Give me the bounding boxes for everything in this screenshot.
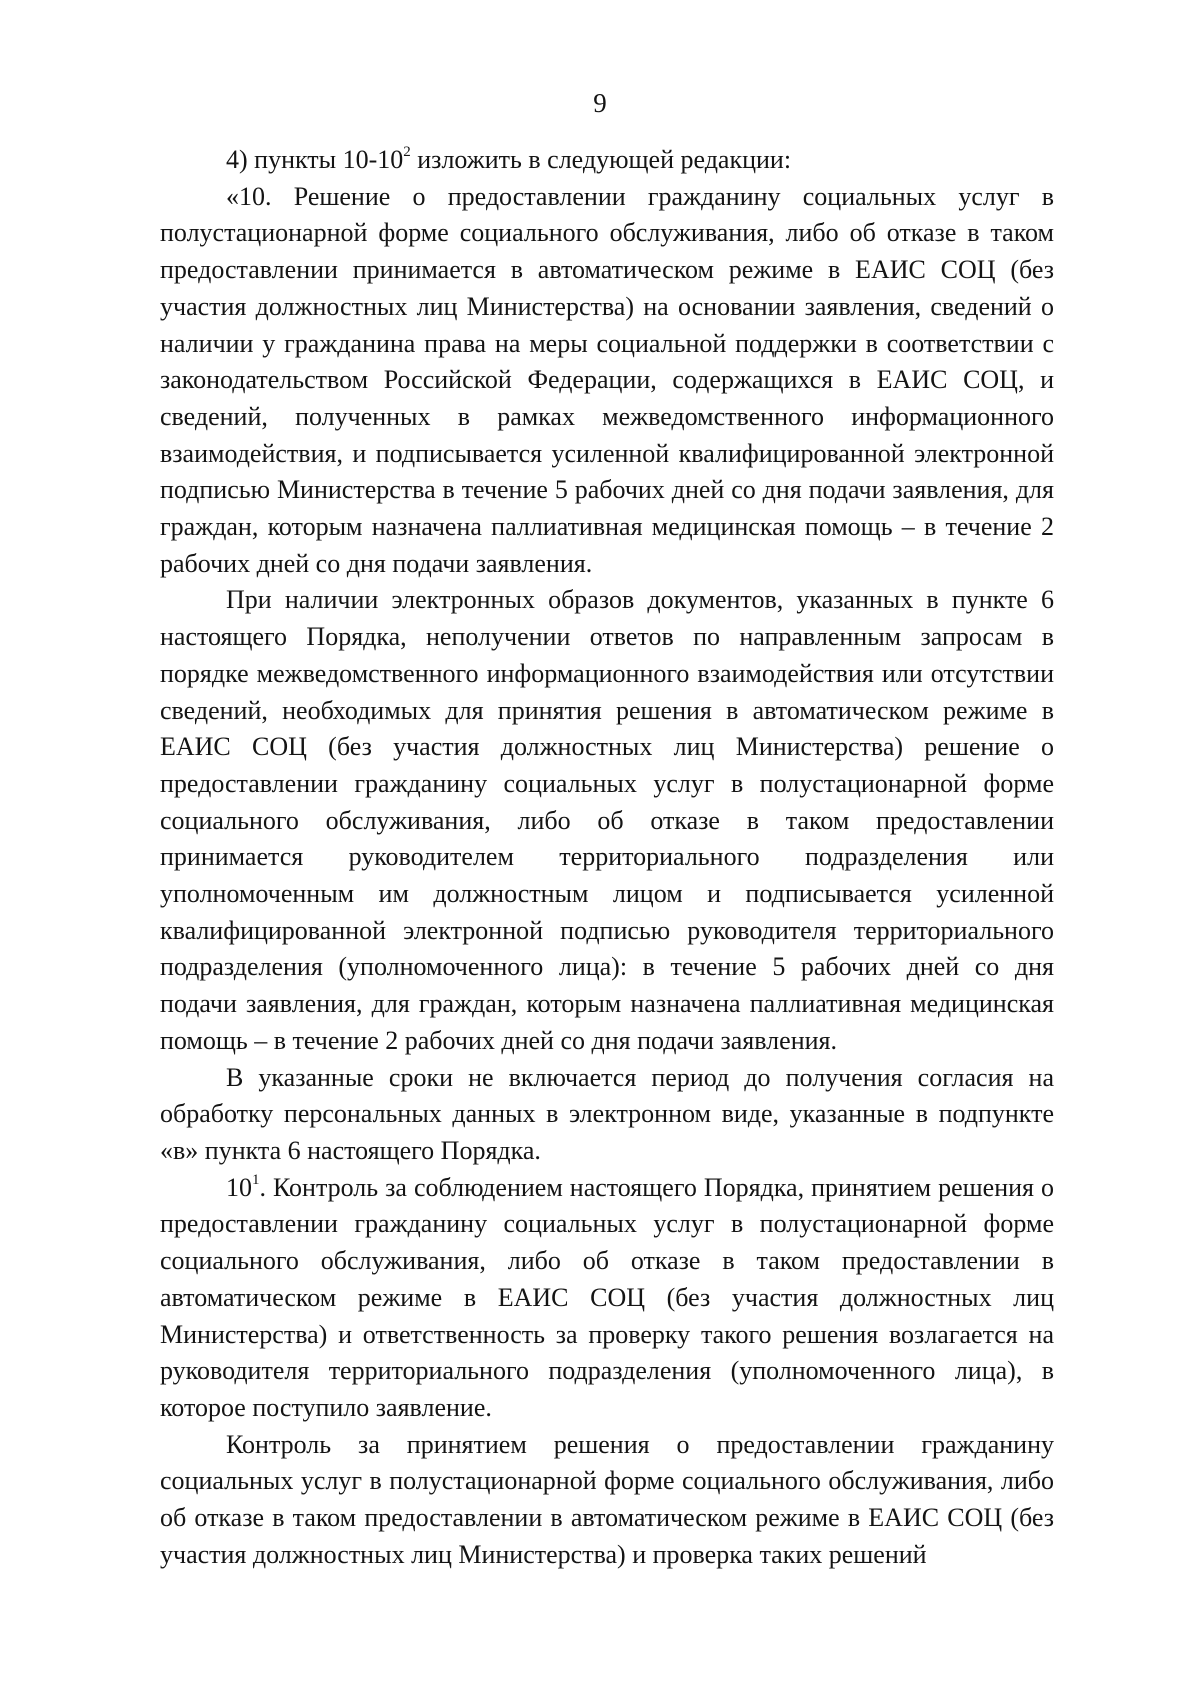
paragraph-10-1-superscript: 1 xyxy=(252,1171,260,1188)
paragraph-10: «10. Решение о предоставлении гражданину социальных услуг в полустационарной форме социального обслуживания, либо об отказе в таком предоставлении принимается в автоматическом режиме в ЕАИС СОЦ (без участия должностных лиц Министерства) на основании заявления, сведений о наличии у гражданина права на меры социальной поддержки в соответствии с законодательством Российской Федерации, содержащихся в ЕАИС СОЦ, и сведений, полученных в рамках межведомственного информационного взаимодействия, и подписывается усиленной квалифицированной электронной подписью Министерства в течение 5 рабочих дней со дня подачи заявления, для граждан, которым назначена паллиативная медицинская помощь – в течение 2 рабочих дней со дня подачи заявления. xyxy=(160,181,1054,578)
page-number: 9 xyxy=(593,88,607,118)
paragraph-control: Контроль за принятием решения о предоставлении гражданину социальных услуг в полустационарной форме социального обслуживания, либо об отказе в таком предоставлении в автоматическом режиме в ЕАИС СОЦ (без участия должностных лиц Министерства) и проверка таких решений xyxy=(160,1429,1054,1569)
intro-text-start: 4) пункты 10-10 xyxy=(226,145,404,174)
paragraph-10-1-text: . Контроль за соблюдением настоящего Порядка, принятием решения о предоставлении гражданину социальных услуг в полустационарной форме социального обслуживания, либо об отказе в таком предоставлении в автоматическом режиме в ЕАИС СОЦ (без участия должностных лиц Министерства) и ответственность за проверку такого решения возлагается на руководителя территориального подразделения (уполномоченного лица), в которое поступило заявление. xyxy=(160,1172,1054,1422)
paragraph-10-1 xyxy=(160,1170,1054,1427)
paragraph-terms: В указанные сроки не включается период до получения согласия на обработку персональных данных в электронном виде, указанные в подпункте «в» пункта 6 настоящего Порядка. xyxy=(160,1062,1054,1165)
intro-text-end: изложить в следующей редакции: xyxy=(410,145,792,174)
paragraph-10-1-number: 10 xyxy=(226,1172,252,1202)
document-body xyxy=(160,142,1054,1573)
paragraph-presence: При наличии электронных образов документов, указанных в пункте 6 настоящего Порядка, неполучении ответов по направленным запросам в порядке межведомственного информационного взаимодействия или отсутствии сведений, необходимых для принятия решения в автоматическом режиме в ЕАИС СОЦ (без участия должностных лиц Министерства) решение о предоставлении гражданину социальных услуг в полустационарной форме социального обслуживания, либо об отказе в таком предоставлении принимается руководителем территориального подразделения или уполномоченным им должностным лицом и подписывается усиленной квалифицированной электронной подписью руководителя территориального подразделения (уполномоченного лица): в течение 5 рабочих дней со дня подачи заявления, для граждан, которым назначена паллиативная медицинская помощь – в течение 2 рабочих дней со дня подачи заявления. xyxy=(160,585,1054,1055)
intro-paragraph xyxy=(160,142,1054,179)
intro-superscript: 2 xyxy=(403,144,411,160)
